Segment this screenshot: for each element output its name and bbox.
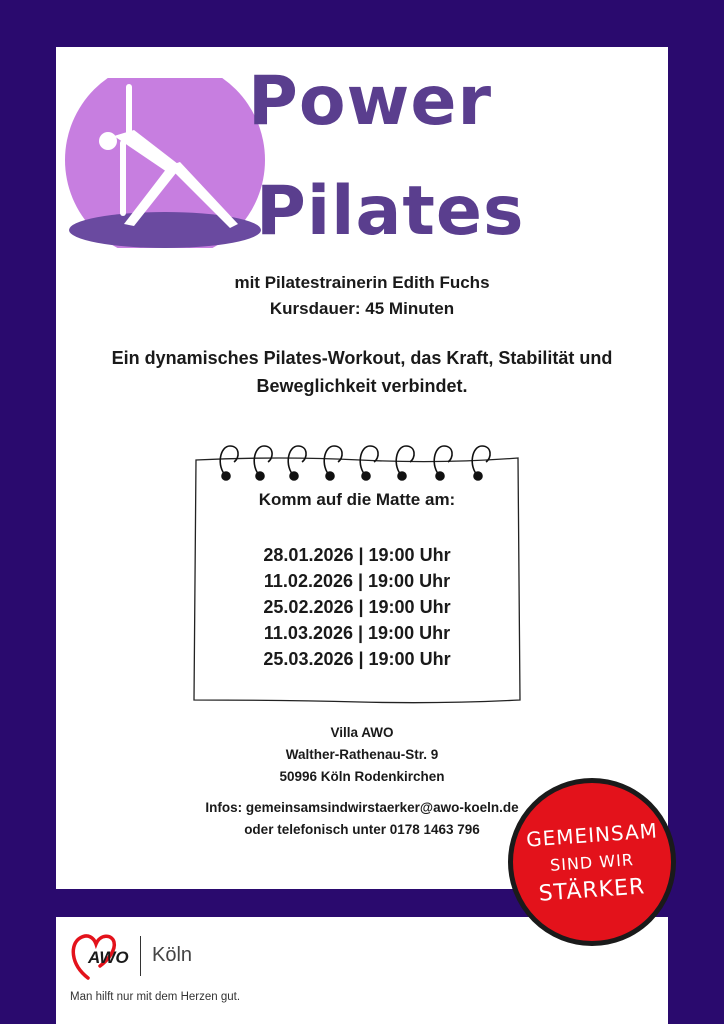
- badge-line-2: SIND WIR: [549, 850, 635, 875]
- duration-text: Kursdauer: 45 Minuten: [269, 299, 455, 318]
- date-item: 25.03.2026 | 19:00 Uhr: [263, 649, 451, 669]
- date-item: 11.03.2026 | 19:00 Uhr: [263, 623, 451, 643]
- yoga-triangle-pose-icon: [62, 78, 268, 248]
- venue-name: Villa AWO: [330, 725, 394, 740]
- contact-email-line: Infos: gemeinsamsindwirstaerker@awo-koeln.de: [205, 800, 519, 815]
- badge-line-3: STÄRKER: [537, 874, 647, 907]
- title-line-1: Power: [248, 62, 493, 141]
- schedule-dates: [190, 542, 524, 672]
- description-line-2: Beweglichkeit verbindet.: [256, 376, 468, 396]
- date-item: 25.02.2026 | 19:00 Uhr: [263, 597, 451, 617]
- contact-phone-line: oder telefonisch unter 0178 1463 796: [244, 822, 480, 837]
- course-info: [56, 270, 668, 322]
- slogan-badge: [508, 778, 676, 946]
- logo-text: AWO: [88, 948, 129, 967]
- venue-address: [56, 722, 668, 788]
- footer-tagline: Man hilft nur mit dem Herzen gut.: [70, 991, 241, 1003]
- date-item: 28.01.2026 | 19:00 Uhr: [263, 545, 451, 565]
- logo-divider: [140, 936, 141, 976]
- date-item: 11.02.2026 | 19:00 Uhr: [263, 571, 451, 591]
- logo-city: Köln: [152, 944, 193, 966]
- trainer-text: mit Pilatestrainerin Edith Fuchs: [234, 273, 490, 292]
- title-line-2: Pilates: [256, 172, 525, 251]
- description: [56, 344, 668, 400]
- venue-city: 50996 Köln Rodenkirchen: [279, 769, 445, 784]
- venue-street: Walther-Rathenau-Str. 9: [285, 747, 439, 762]
- schedule-heading: Komm auf die Matte am:: [258, 490, 456, 509]
- description-line-1: Ein dynamisches Pilates-Workout, das Kraft, Stabilität und: [111, 348, 613, 368]
- badge-line-1: GEMEINSAM: [525, 818, 659, 852]
